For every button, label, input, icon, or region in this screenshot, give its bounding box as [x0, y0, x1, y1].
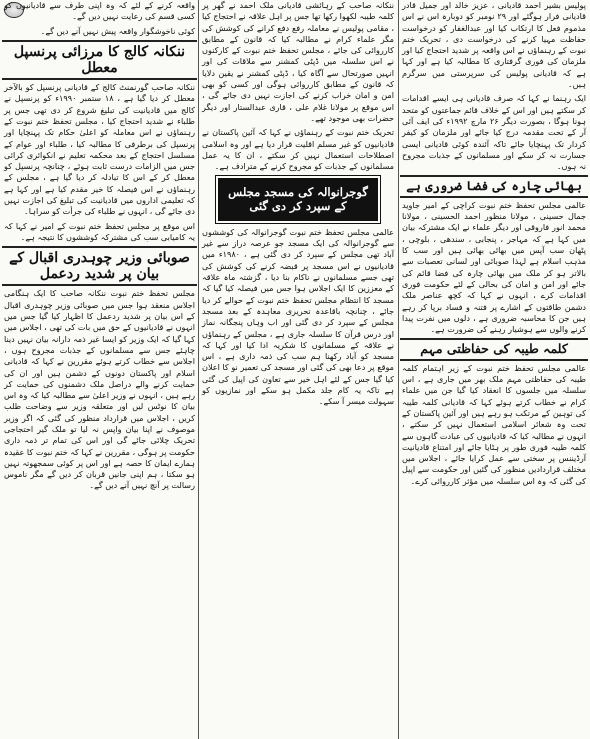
column-divider — [398, 0, 399, 739]
headline-gujranwala-mosque: گوجرانوالہ کی مسجد مجلس کے سپرد کر دی گئی — [218, 178, 378, 220]
middle-column — [200, 0, 396, 739]
left-article-para-1: واقعہ کرنے کے لئے کہ وہ اپنی طرف سے قادیانیوں کو کسی قسم کی رعایت نہیں دیں گے۔ — [4, 0, 195, 22]
right-article-para-3: عالمی مجلس تحفظ ختم نبوت کراچی کے امیر جاوید جمال حسینی ، مولانا منظور احمد الحسینی ، مولانا محمد انور فاروقی اور دیگر علماء نے ایک مشترکہ بیان میں کہا ہے کہ مہاجر ، پنجابی ، سندھی ، بلوچی ، پٹھان سب آپس میں بھائی بھائی ہیں اور سب کا مذہب اسلام ہے لہذا صوبائی اور لسانی تعصبات سے بالاتر ہو کر ملک میں بھائی چارہ کی فضا قائم کی جائے اور امن و امان کی بحالی کے لئے حکومت فوری اقدامات کرے ، انہوں نے کہا کہ کچھ عناصر ملک دشمن طاقتوں کے اشارے پر فتنہ و فساد برپا کر رہے ہیں جن کا محاسبہ ضروری ہے ، دلوں میں نفرت پیدا کرنے والوں سے ہوشیار رہنے کی ضرورت ہے۔ — [402, 199, 586, 335]
middle-article-para-1: ننکانہ صاحب کے رہائشی قادیانی ملک احمد نے گھر پر کلمہ طیبہ لکھوا رکھا تھا جس پر اہل علاقہ نے احتجاج کیا ، مقامی پولیس نے معاملہ رفع دفع کرانے کی کوشش کی مگر علماء کرام نے مطالبہ کیا کہ قانون کے مطابق کارروائی کی جائے ، مجلس تحفظ ختم نبوت کے کارکنوں نے اس سلسلہ میں ڈپٹی کمشنر سے ملاقات کی اور انہیں صورتحال سے آگاہ کیا ، ڈپٹی کمشنر نے یقین دلایا کہ قانون کے مطابق کارروائی ہوگی اور کسی کو بھی امن و امان خراب کرنے کی اجازت نہیں دی جائے گی ، اس موقع پر مولانا غلام علی ، قاری عبدالستار اور دیگر حضرات بھی موجود تھے۔ — [202, 0, 394, 123]
middle-article-para-3: عالمی مجلس تحفظ ختم نبوت گوجرانوالہ کی کوششوں سے گوجرانوالہ کی ایک مسجد جو عرصہ دراز سے غیر آباد تھی مجلس کے سپرد کر دی گئی ہے ، ۱۹۸۰ء میں قادیانیوں نے اس مسجد پر قبضہ کرنے کی کوشش کی تھی جسے مسلمانوں نے ناکام بنا دیا ، گزشتہ ماہ علاقہ کے معززین کا ایک اجلاس ہوا جس میں فیصلہ کیا گیا کہ مسجد کا انتظام مجلس تحفظ ختم نبوت کے حوالے کر دیا جائے ، چنانچہ باقاعدہ تحریری معاہدہ کے بعد مسجد مجلس کے سپرد کر دی گئی اور اب وہاں پنجگانہ نماز اور درس قرآن کا سلسلہ جاری ہے ، مجلس کے رہنماؤں نے علاقہ کے مسلمانوں کا شکریہ ادا کیا اور کہا کہ مسجد کو آباد رکھنا ہم سب کی ذمہ داری ہے ، اس موقع پر دعا بھی کی گئی اور مسجد کی تعمیر نو کا اعلان کیا گیا جس کے لئے اہل خیر سے تعاون کی اپیل کی گئی ہے تاکہ یہ کام جلد مکمل ہو سکے اور نمازیوں کو سہولت میسر آ سکے۔ — [202, 226, 395, 407]
left-article-para-4: اس موقع پر مجلس تحفظ ختم نبوت کے امیر نے کہا کہ یہ کامیابی سب کی مشترکہ کوششوں کا نتیجہ ہے۔ — [4, 220, 195, 242]
right-article-para-1: پولیس بشیر احمد قادیانی ، عزیز خالد اور جمیل قادر قادیانی فرار ہوگئے اور ۲۹ نومبر کو دوبارہ اس نے اس مذموم فعل کا ارتکاب کیا اور عبدالغفار کو درخواست حفاظت مہیا کرنے کی درخواست دی ، تحریک ختم نبوت کے رہنماؤں نے اس واقعہ پر شدید احتجاج کیا اور ملزمان کی فوری گرفتاری کا مطالبہ کیا ہے اور کہا ہے کہ قادیانی پولیس کی سرپرستی میں سرگرم ہیں۔ — [402, 0, 586, 90]
right-article-para-4: عالمی مجلس تحفظ ختم نبوت کے زیر اہتمام کلمہ طیبہ کی حفاظتی مہم ملک بھر میں جاری ہے ، اس سلسلہ میں جلسوں کا انعقاد کیا گیا جن میں علماء کرام نے خطاب کرتے ہوئے کہا کہ قادیانی کلمہ طیبہ کی توہین کے مرتکب ہو رہے ہیں اور آئین پاکستان کے تحت وہ شعائر اسلامی استعمال نہیں کر سکتے ، انہوں نے مطالبہ کیا کہ قادیانیوں کی عبادت گاہوں سے کلمہ طیبہ فوری طور پر ہٹایا جائے اور امتناع قادیانیت آرڈیننس پر سختی سے عمل کرایا جائے ، اجلاس میں مختلف قراردادیں منظور کی گئیں اور حکومت سے اپیل کی گئی کہ وہ اس سلسلہ میں مؤثر کارروائی کرے۔ — [402, 362, 586, 486]
left-article-para-3: ننکانہ صاحب گورنمنٹ کالج کے قادیانی پرنسپل کو بالآخر معطل کر دیا گیا ہے ، ۱۸ ستمبر ۱۹۹۰ء کو پرنسپل نے کالج میں قادیانیت کی تبلیغ شروع کر دی تھی جس پر طلباء نے شدید احتجاج کیا ، مجلس تحفظ ختم نبوت کے رہنماؤں نے اس معاملہ کو اعلیٰ حکام تک پہنچایا اور پرنسپل کی برطرفی کا مطالبہ کیا ، طلباء اور عوام کے مسلسل احتجاج کے بعد محکمہ تعلیم نے انکوائری کرائی جس میں الزامات درست ثابت ہوئے ، چنانچہ پرنسپل کو معطل کر کے اس کا تبادلہ کر دیا گیا ہے ، مجلس کے رہنماؤں نے اس فیصلہ کا خیر مقدم کیا ہے اور کہا ہے کہ تعلیمی اداروں میں قادیانیت کی تبلیغ کی اجازت نہیں دی جائے گی ، انہوں نے طلباء کی جرأت کو سراہا۔ — [4, 82, 195, 217]
right-article-para-2: ایک رہنما نے کہا کہ صرف قادیانی ہی ایسے اقدامات کر سکتے ہیں اور اس کے خلاف قائم جماعتوں کو متحد ہونا ہوگا ، بصورت دیگر ۲۶ مارچ ۱۹۹۲ء کی ایف آئی آر کے تحت مقدمہ درج کیا جائے اور ملزمان کو کیفر کردار تک پہنچایا جائے تاکہ آئندہ کوئی قادیانی ایسی جسارت نہ کر سکے اور مسلمانوں کے جذبات مجروح نہ ہوں۔ — [402, 93, 586, 172]
right-column — [400, 0, 588, 739]
column-divider — [198, 0, 199, 739]
headline-kalima-campaign: کلمہ طیبہ کی حفاظتی مہم — [400, 338, 588, 360]
headline-nankana-principal: ننکانہ کالج کا مرزائی پرنسپل معطل — [2, 40, 197, 80]
left-column — [2, 0, 197, 739]
middle-article-para-2: تحریک ختم نبوت کے رہنماؤں نے کہا کہ آئین پاکستان نے قادیانیوں کو غیر مسلم اقلیت قرار دیا ہے اور وہ اسلامی اصطلاحات استعمال نہیں کر سکتے ، ان کا یہ عمل مسلمانوں کے جذبات کو مجروح کرنے کے مترادف ہے۔ — [202, 127, 394, 172]
headline-brotherhood: بھائی چارہ کی فضا ضروری ہے — [400, 175, 588, 197]
headline-minister-statement: صوبائی وزیر چوہدری اقبال کے بیان پر شدید ردعمل — [2, 246, 197, 286]
left-article-para-2: کوئی ناخوشگوار واقعہ پیش نہیں آنے دیں گے۔ — [40, 25, 195, 36]
left-article-para-5: مجلس تحفظ ختم نبوت ننکانہ صاحب کا ایک ہنگامی اجلاس منعقد ہوا جس میں صوبائی وزیر چوہدری اقبال کے اس بیان پر شدید ردعمل کا اظہار کیا گیا جس میں انہوں نے قادیانیوں کے حق میں بات کی تھی ، اجلاس میں کہا گیا کہ ایک وزیر کو ایسا غیر ذمہ دارانہ بیان نہیں دینا چاہئے جس سے مسلمانوں کے جذبات مجروح ہوں ، اجلاس سے خطاب کرتے ہوئے مقررین نے کہا کہ قادیانی اسلام اور پاکستان دونوں کے دشمن ہیں اور ان کی حمایت کرنے والے دراصل ملک دشمنوں کی حمایت کر رہے ہیں ، انہوں نے وزیر اعلیٰ سے مطالبہ کیا کہ وہ اس بیان کا نوٹس لیں اور متعلقہ وزیر سے وضاحت طلب کریں ، اجلاس میں قرارداد منظور کی گئی کہ اگر وزیر موصوف نے اپنا بیان واپس نہ لیا تو ملک گیر احتجاجی تحریک چلائی جائے گی اور اس کی تمام تر ذمہ داری حکومت پر ہوگی ، مقررین نے کہا کہ ختم نبوت کا عقیدہ ہمارے ایمان کا حصہ ہے اور اس پر کوئی سمجھوتہ نہیں ہو سکتا ، ہم اپنی جانیں قربان کر دیں گے مگر ناموس رسالت پر آنچ نہیں آنے دیں گے۔ — [4, 288, 195, 491]
